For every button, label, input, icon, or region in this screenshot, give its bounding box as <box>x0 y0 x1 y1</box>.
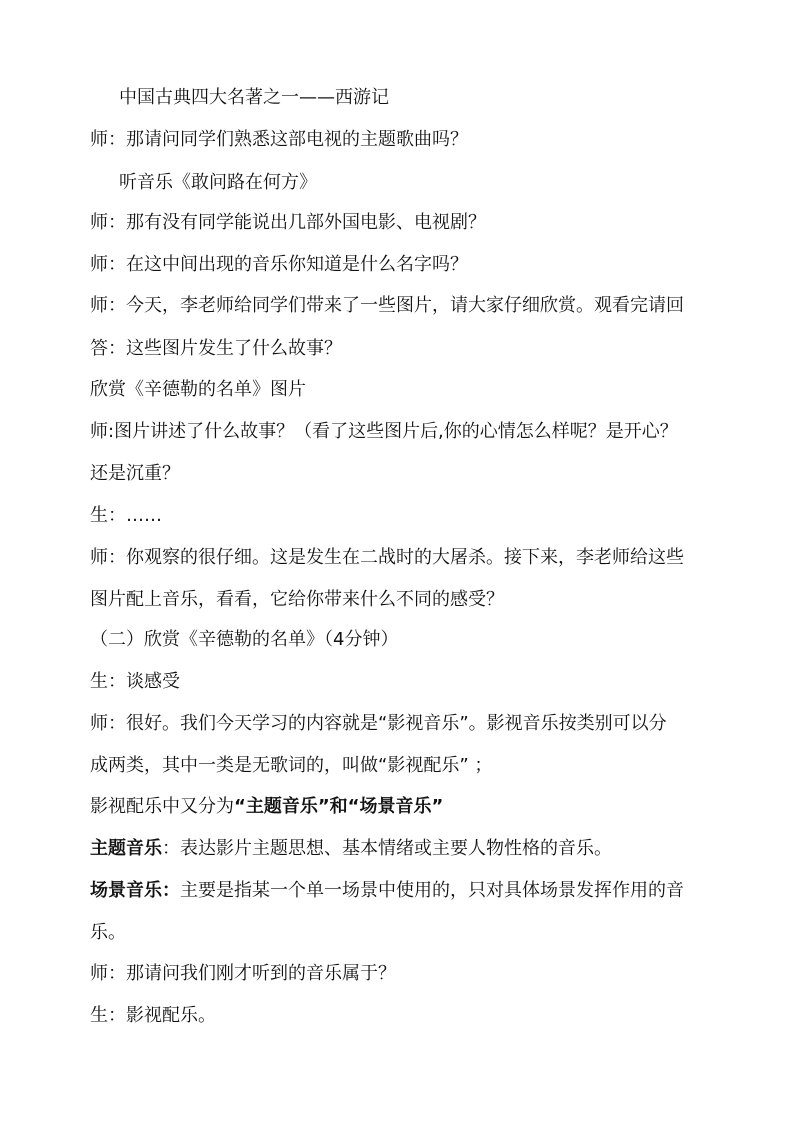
text-line-title: 中国古典四大名著之一——西游记 <box>119 87 389 108</box>
text-line: 欣赏《辛德勒的名单》图片 <box>90 379 306 400</box>
text-line: 师：很好。我们今天学习的内容就是“影视音乐”。影视音乐按类别可以分 <box>90 713 667 734</box>
subtypes-prefix: 影视配乐中又分为 <box>90 796 234 817</box>
text-line: 还是沉重？ <box>90 463 180 484</box>
definition-text: ：表达影片主题思想、基本情绪或主要人物性格的音乐。 <box>162 838 612 859</box>
text-line: 成两类，其中一类是无歌词的，叫做“影视配乐” ； <box>90 755 493 776</box>
text-line: 师:图片讲述了什么故事？（看了这些图片后,你的心情怎么样呢？是开心？ <box>90 421 678 442</box>
text-line: 师：那请问我们刚才听到的音乐属于？ <box>90 963 396 984</box>
text-line: 师：那有没有同学能说出几部外国电影、电视剧？ <box>90 212 486 233</box>
subtypes-line <box>90 795 730 819</box>
subtypes-scene: “场景音乐” <box>347 796 444 817</box>
text-line: 师：在这中间出现的音乐你知道是什么名字吗？ <box>90 254 468 275</box>
definition-text: 主要是指某一个单一场景中使用的，只对具体场景发挥作用的音 <box>180 880 684 901</box>
text-line: 师：那请问同学们熟悉这部电视的主题歌曲吗？ <box>90 129 468 150</box>
text-line: 生：谈感受 <box>90 671 180 692</box>
subtypes-theme: “主题音乐” <box>234 796 330 817</box>
text-line: 师：你观察的很仔细。这是发生在二战时的大屠杀。接下来，李老师给这些 <box>90 547 684 568</box>
text-line: 答：这些图片发生了什么故事？ <box>90 338 342 359</box>
definition-term: 场景音乐： <box>90 880 180 901</box>
text-line: 生：…… <box>90 505 162 526</box>
definition-scene <box>90 879 730 903</box>
text-line: 生：影视配乐。 <box>90 1005 216 1026</box>
subtypes-and: 和 <box>329 796 348 817</box>
text-line: 图片配上音乐，看看，它给你带来什么不同的感受？ <box>90 589 504 610</box>
section-heading: （二）欣赏《辛德勒的名单》（4分钟） <box>90 629 399 650</box>
text-line: 听音乐《敢问路在何方》 <box>119 172 317 193</box>
text-line: 师：今天，李老师给同学们带来了一些图片，请大家仔细欣赏。观看完请回 <box>90 295 684 316</box>
definition-theme <box>90 837 730 861</box>
definition-term: 主题音乐 <box>90 838 162 859</box>
definition-scene-continued: 乐。 <box>90 922 126 943</box>
